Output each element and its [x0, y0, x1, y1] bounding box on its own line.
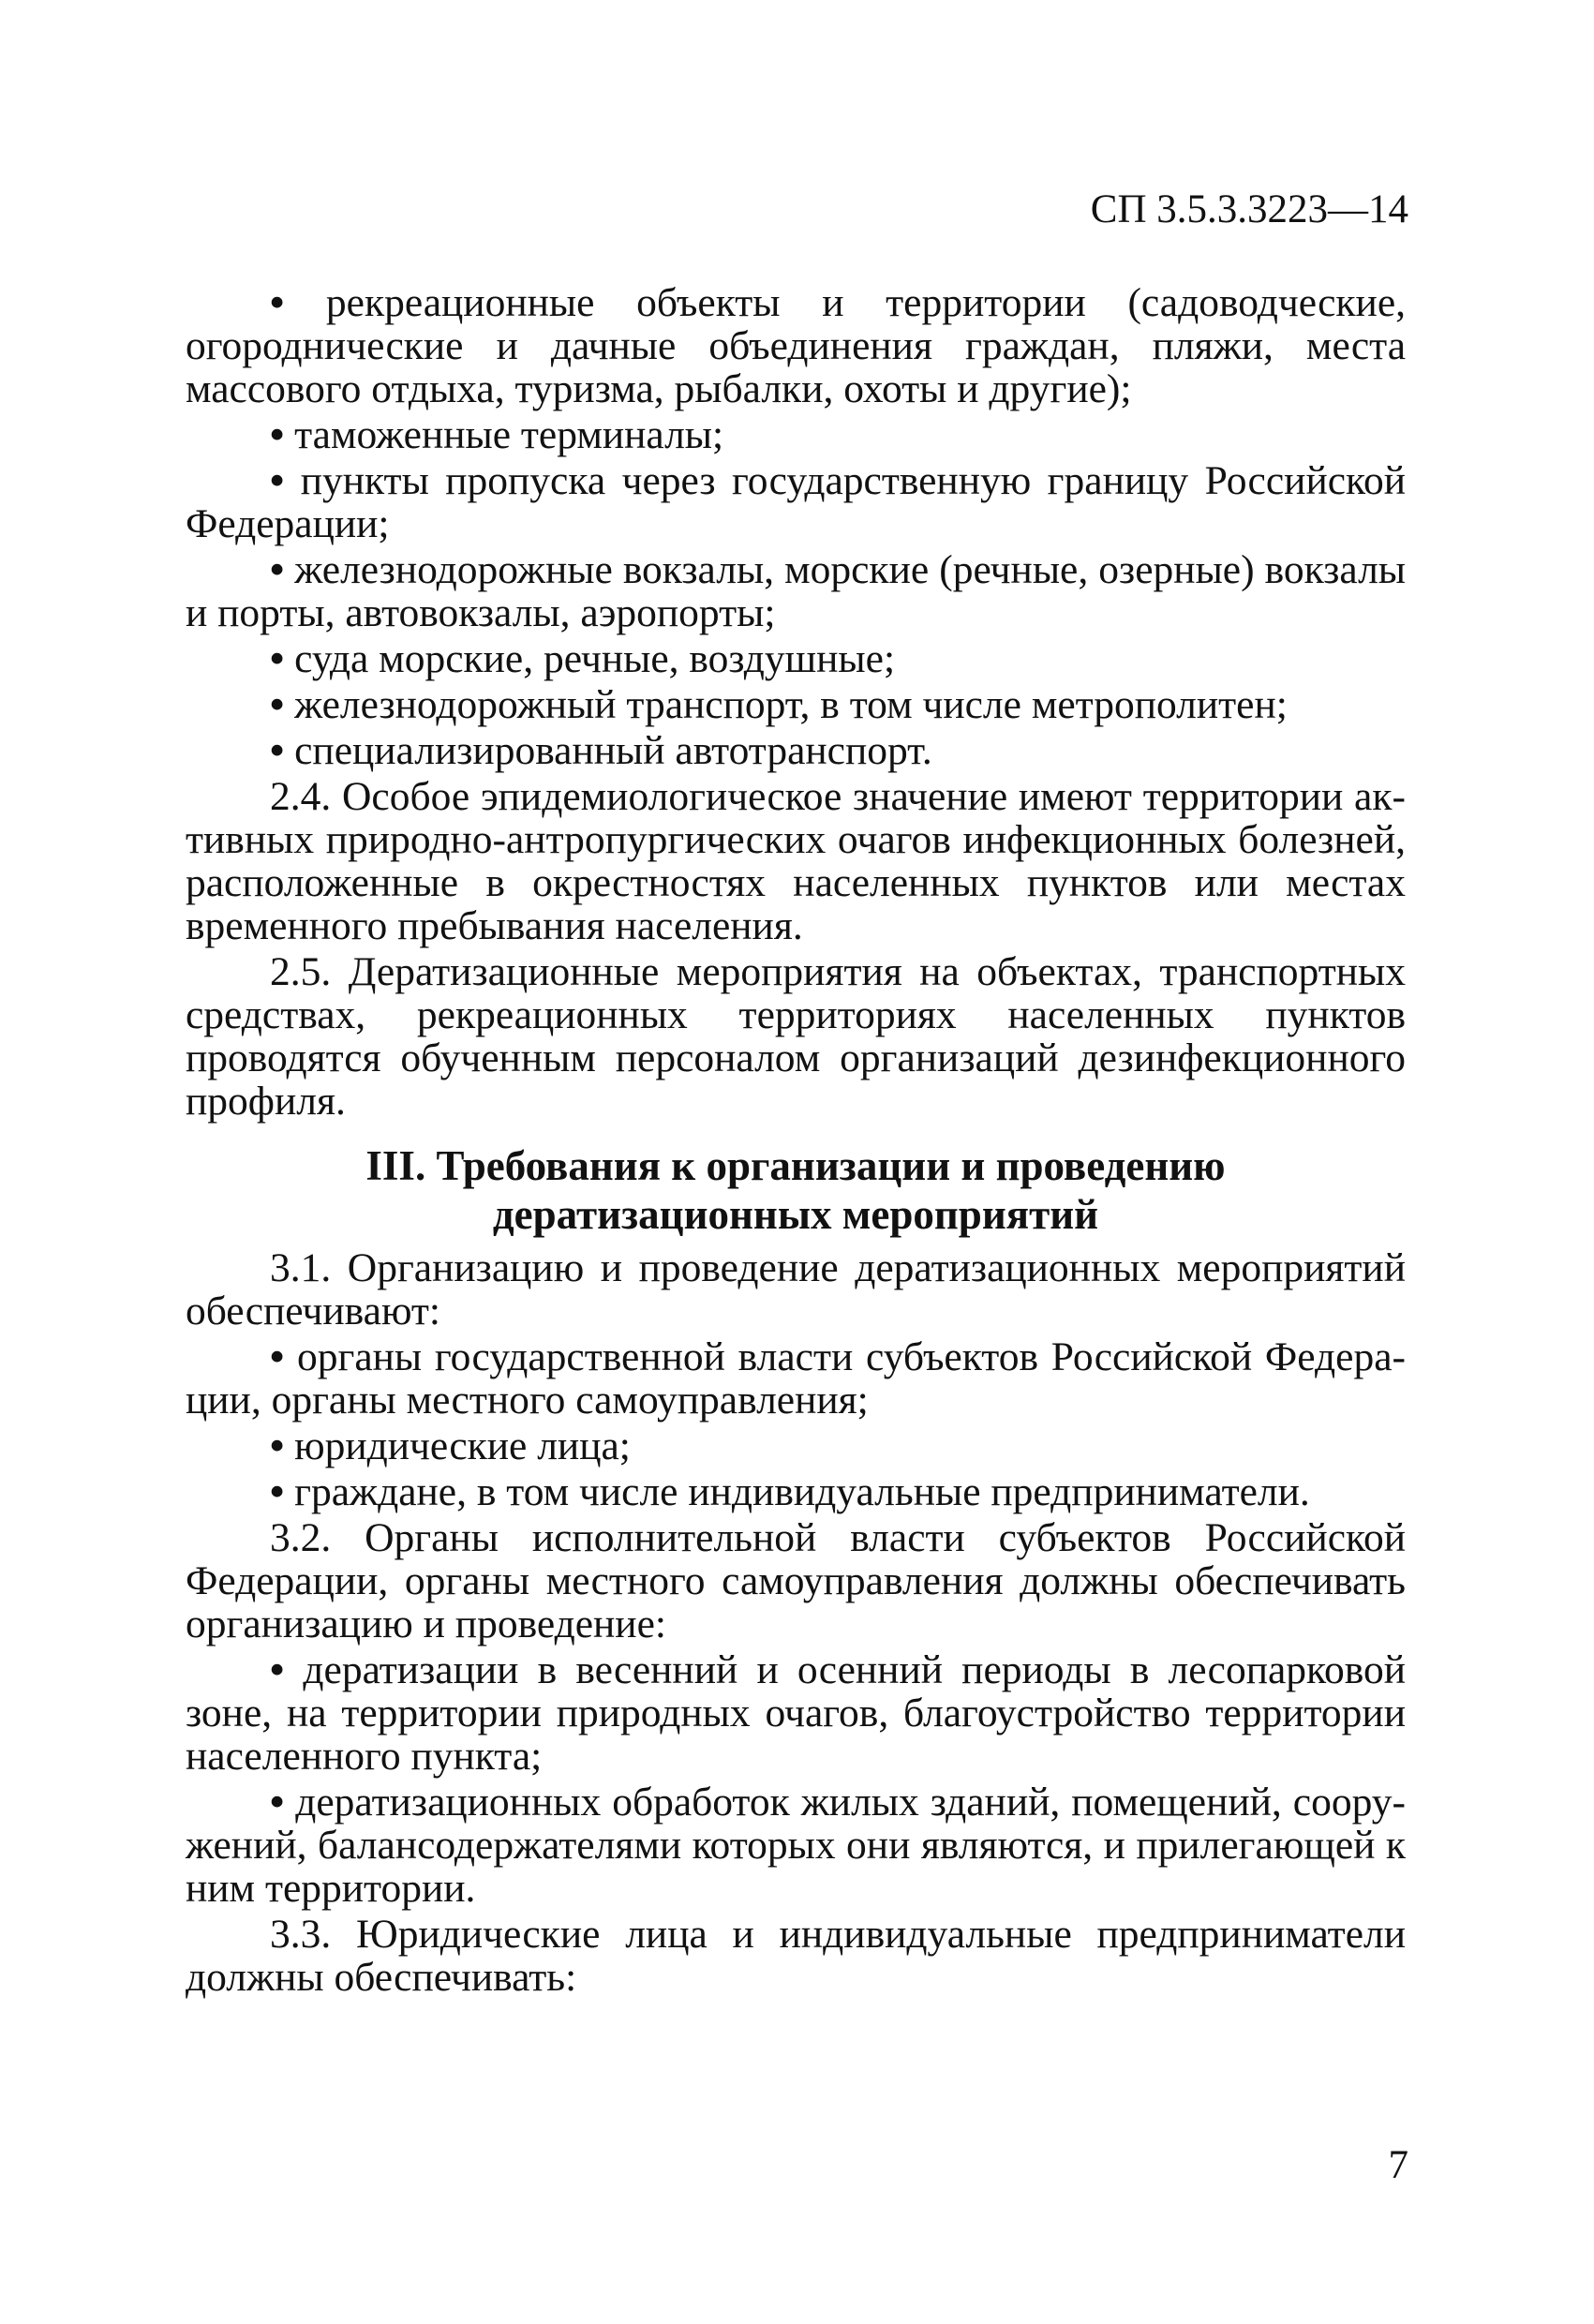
bullet-legal-entities: • юридические лица;: [186, 1424, 1406, 1467]
bullet-ships: • суда морские, речные, воздушные;: [186, 637, 1406, 680]
paragraph-2-5: 2.5. Дератизационные мероприятия на объектах, транспортных средствах, рекреационных территориях населенных пунктов проводятся обученным персоналом организаций дезинфекционного профиля.: [186, 949, 1406, 1124]
bullet-railway-transport: • железнодорожный транспорт, в том числе метрополитен;: [186, 683, 1406, 726]
bullet-border-checkpoints: • пункты пропуска через государственную границу Российской Федерации;: [186, 459, 1406, 545]
bullet-recreation-objects: • рекреационные объекты и территории (садоводческие, огороднические и дачные объединения граждан, пляжи, места массового отдыха, туризма, рыбалки, охоты и другие);: [186, 281, 1406, 410]
bullet-stations-ports: • железнодорожные вокзалы, морские (речные, озерные) вокзалы и порты, автовокзалы, аэропорты;: [186, 548, 1406, 634]
page-number: 7: [1388, 2143, 1408, 2187]
bullet-citizens: • граждане, в том числе индивидуальные предприниматели.: [186, 1470, 1406, 1513]
page-body: [186, 281, 1406, 2002]
document-code-header: СП 3.5.3.3223—14: [1090, 187, 1408, 231]
section-heading-line-2: дератизационных мероприятий: [492, 1191, 1099, 1238]
bullet-building-treatment: • дератизационных обработок жилых зданий, помещений, сооружений, балансодержателями которых они являются, и прилегающей к ним территории.: [186, 1780, 1406, 1910]
bullet-state-authorities: • органы государственной власти субъектов Российской Федерации, органы местного самоуправления;: [186, 1335, 1406, 1422]
bullet-special-vehicles: • специализированный автотранспорт.: [186, 729, 1406, 772]
paragraph-3-3: 3.3. Юридические лица и индивидуальные предприниматели должны обеспечивать:: [186, 1912, 1406, 2000]
section-heading-line-1: III. Требования к организации и проведению: [365, 1142, 1226, 1189]
paragraph-2-4: 2.4. Особое эпидемиологическое значение имеют территории активных природно-антропургических очагов инфекционных болезней, расположенные в окрестностях населенных пунктов или местах временного пребывания населения.: [186, 774, 1406, 948]
section-heading: [186, 1141, 1406, 1239]
bullet-customs-terminals: • таможенные терминалы;: [186, 413, 1406, 456]
paragraph-3-1: 3.1. Организацию и проведение дератизационных мероприятий обеспечивают:: [186, 1245, 1406, 1333]
paragraph-3-2: 3.2. Органы исполнительной власти субъектов Российской Федерации, органы местного самоуправления должны обеспечивать организацию и проведение:: [186, 1515, 1406, 1646]
bullet-seasonal-deratization: • дератизации в весенний и осенний периоды в лесопарковой зоне, на территории природных очагов, благоустройство территории населенного пункта;: [186, 1648, 1406, 1778]
